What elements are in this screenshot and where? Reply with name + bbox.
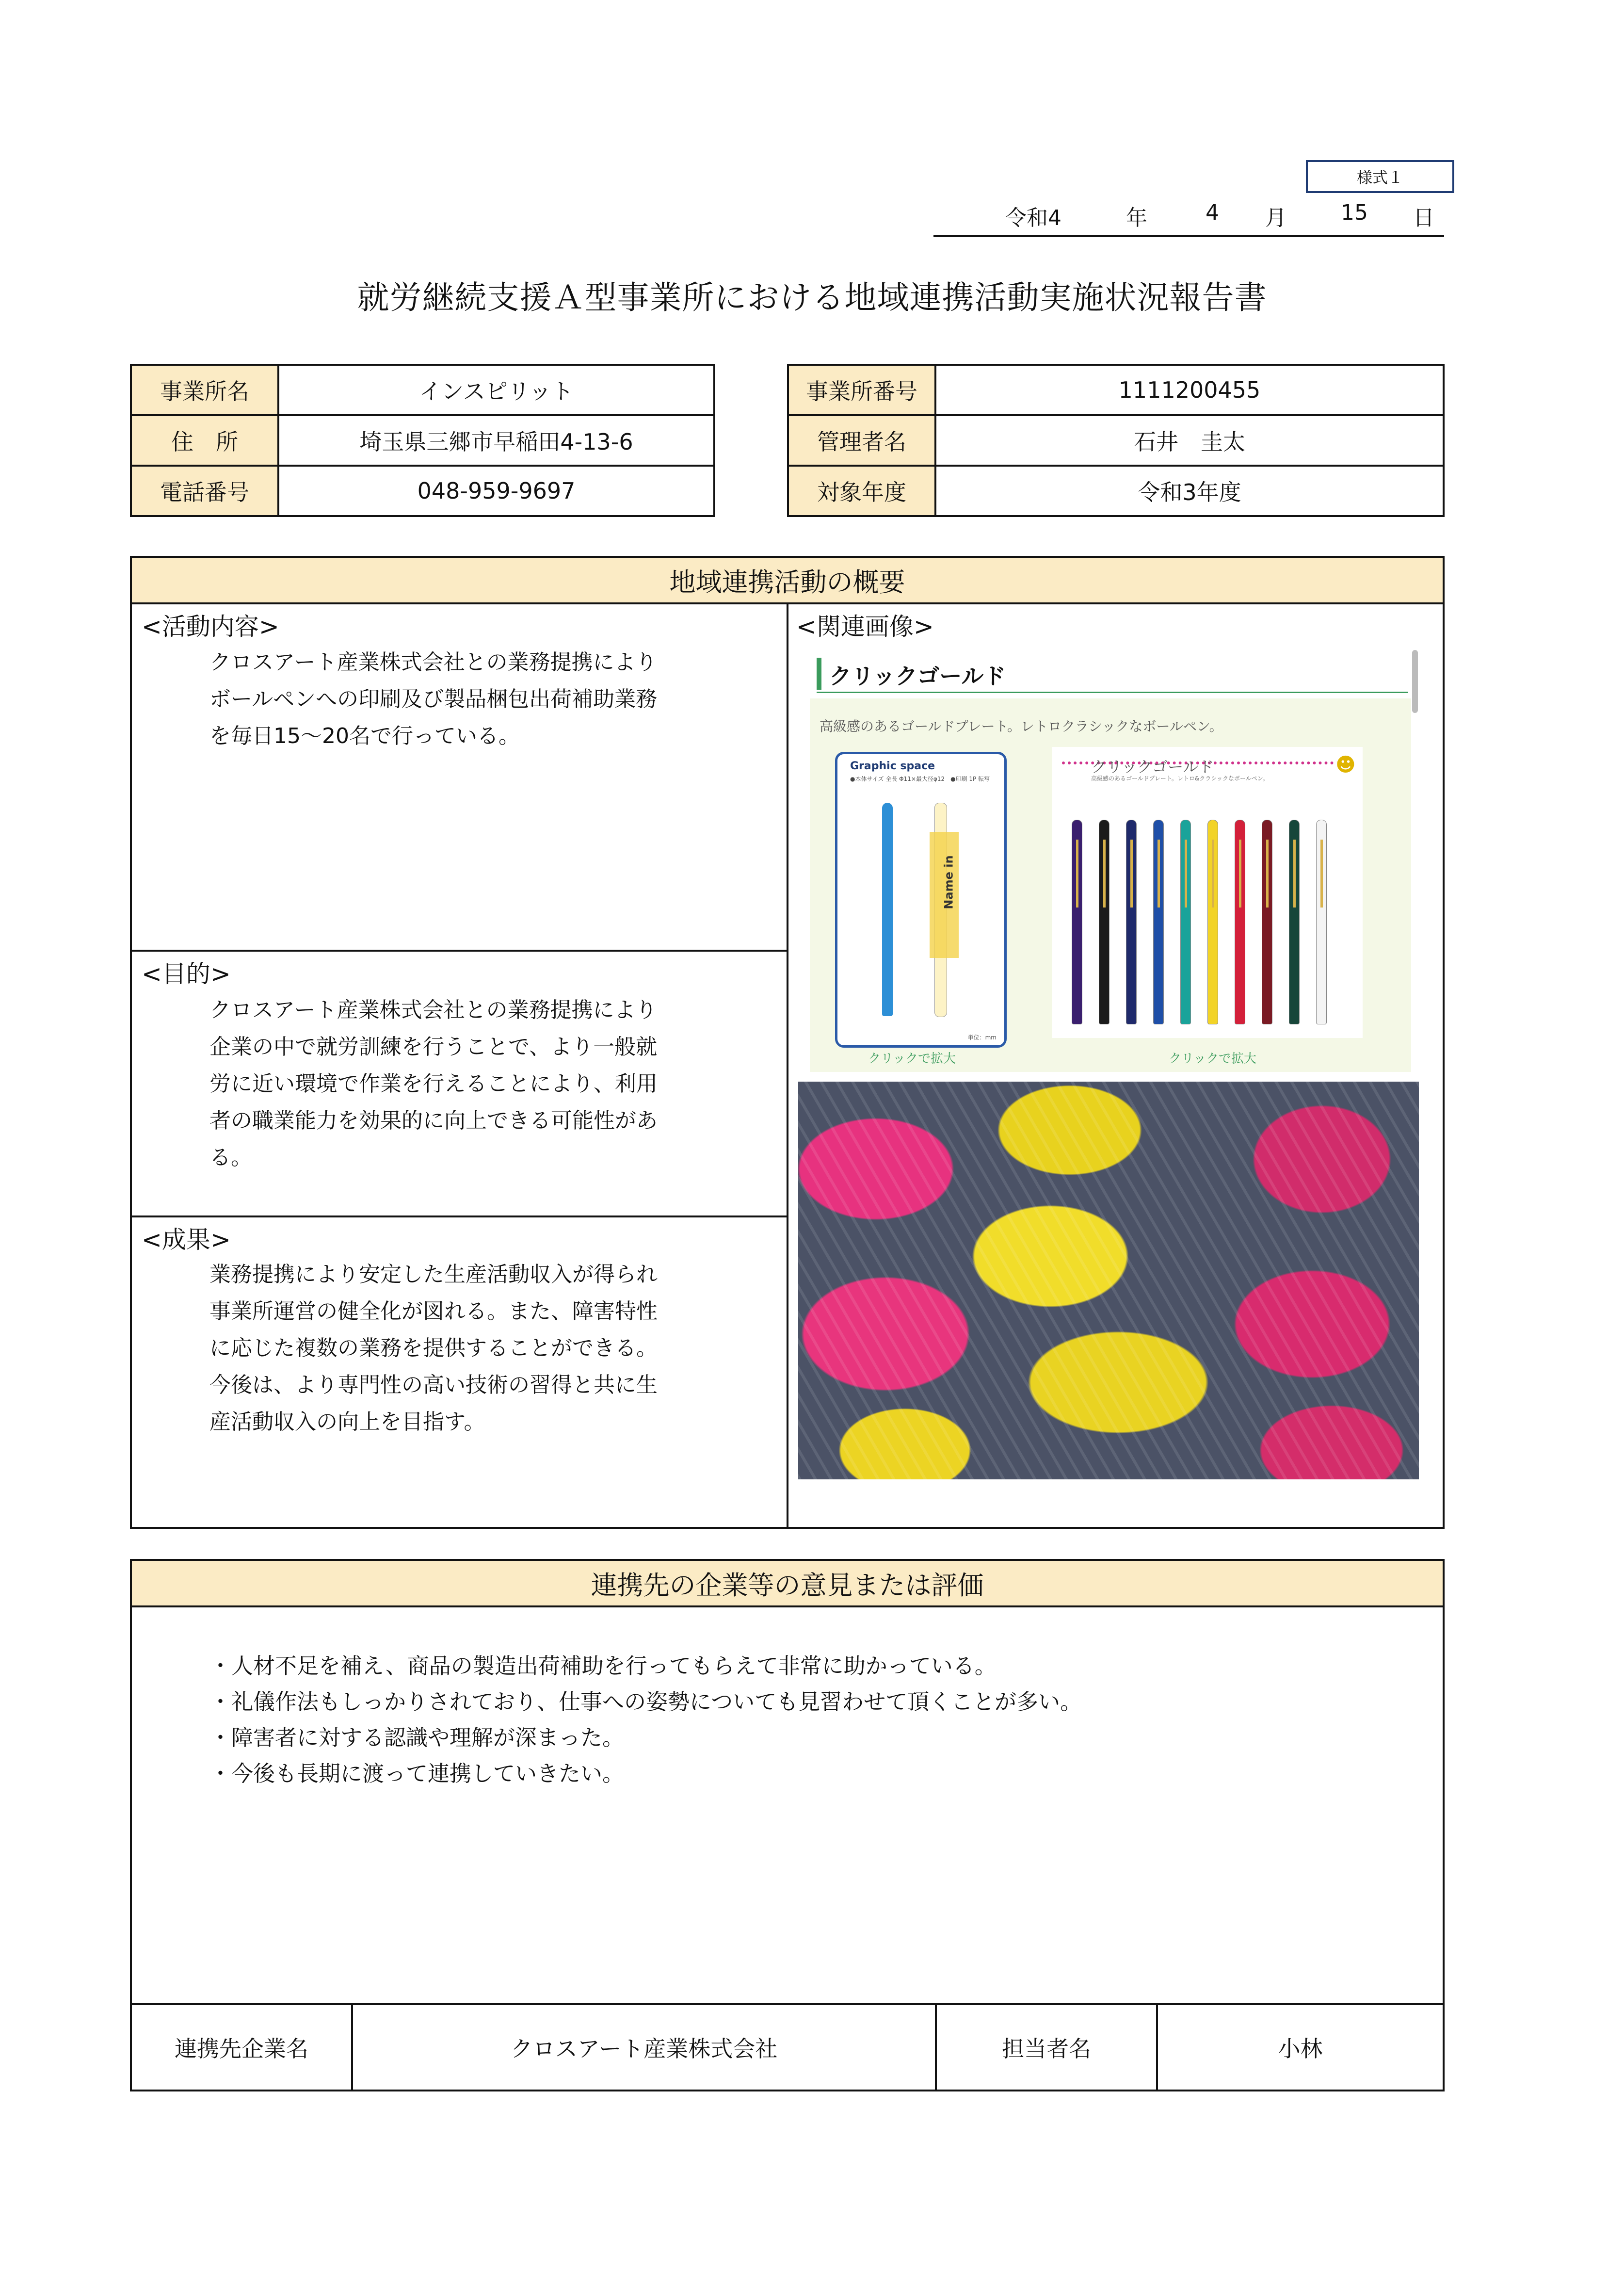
- lineup-tagline: 高級感のあるゴールドプレート。レトロ&クラシックなボールペン。: [1091, 775, 1269, 782]
- pen-swatch: [1207, 820, 1218, 1024]
- pen-clip: [1130, 840, 1133, 908]
- activity-text: クロスアート産業株式会社との業務提携により ボールペンへの印刷及び製品梱包出荷補助業務 を毎日15〜20名で行っている。: [209, 650, 658, 748]
- blue-pen-image: [882, 803, 893, 1016]
- pen-clip: [1076, 840, 1078, 908]
- date-year-unit: 年: [1126, 206, 1147, 230]
- pen-swatch: [1126, 820, 1137, 1024]
- office-name-value: インスピリット: [278, 365, 714, 415]
- images-title: <関連画像>: [796, 613, 934, 641]
- pen-clip: [1158, 840, 1160, 908]
- result-title: <成果>: [142, 1226, 231, 1254]
- pen-swatch: [1316, 820, 1327, 1024]
- date-era-year: 令和4: [1005, 206, 1061, 230]
- opinion-bullets: [209, 1648, 1082, 1792]
- lineup-title: クリックゴールド: [1091, 758, 1214, 776]
- pen-clip: [1320, 840, 1323, 908]
- partner-table: [130, 2003, 1445, 2091]
- office-name-label: 事業所名: [131, 365, 278, 415]
- plastic-wrap-texture: [798, 1082, 1419, 1479]
- manager-label: 管理者名: [788, 415, 935, 466]
- pen-swatch: [1289, 820, 1300, 1024]
- address-label: 住 所: [131, 415, 278, 466]
- graphic-space-label: Graphic space: [850, 760, 935, 772]
- report-date: [933, 192, 1444, 237]
- opinion-header: 連携先の企業等の意見または評価: [132, 1561, 1443, 1607]
- date-day-unit: 日: [1413, 206, 1434, 230]
- partner-value: クロスアート産業株式会社: [352, 2004, 936, 2091]
- graphic-space-note: ●本体サイズ 全長 Φ11×最大径φ12 ●印刷 1P 転写: [850, 776, 990, 782]
- activity-title: <活動内容>: [142, 613, 279, 641]
- office-number-label: 事業所番号: [788, 365, 935, 415]
- pen-clip: [1103, 840, 1106, 908]
- office-id-table: [787, 364, 1445, 517]
- office-number-value: 1111200455: [935, 365, 1444, 415]
- phone-label: 電話番号: [131, 466, 278, 516]
- pen-clip: [1185, 840, 1187, 908]
- enlarge-link-right[interactable]: クリックで拡大: [1169, 1052, 1256, 1066]
- packaged-pens-photo: [798, 1082, 1419, 1479]
- overview-section: [130, 556, 1445, 1529]
- purpose-title: <目的>: [142, 960, 231, 988]
- pen-clip: [1239, 840, 1241, 908]
- unit-label: 単位：mm: [967, 1034, 997, 1041]
- pen-swatch: [1072, 820, 1082, 1024]
- pen-clip: [1266, 840, 1269, 908]
- pen-swatch: [1262, 820, 1272, 1024]
- column-divider: [787, 602, 788, 1529]
- pen-clip: [1212, 840, 1214, 908]
- name-in-label: Name in: [942, 855, 956, 909]
- manager-value: 石井 圭太: [935, 415, 1444, 466]
- product-tagline: 高級感のあるゴールドプレート。レトロクラシックなボールペン。: [820, 718, 1223, 734]
- fiscal-year-value: 令和3年度: [935, 466, 1444, 516]
- mascot-icon: ☻: [1335, 754, 1356, 776]
- opinion-bullet: ・今後も長期に渡って連携していきたい。: [209, 1761, 625, 1786]
- purpose-text: クロスアート産業株式会社との業務提携により 企業の中で就労訓練を行うことで、より一般就 労に近い環境で作業を行えることにより、利用 者の職業能力を効果的に向上できる可能性があ る。: [209, 998, 658, 1170]
- address-value: 埼玉県三郷市早稲田4-13-6: [278, 415, 714, 466]
- pen-swatch: [1099, 820, 1109, 1024]
- heading-accent-bar: [817, 658, 821, 690]
- phone-value: 048-959-9697: [278, 466, 714, 516]
- date-month: 4: [1206, 200, 1219, 225]
- result-text: 業務提携により安定した生産活動収入が得られ 事業所運営の健全化が図れる。また、障害特性 に応じた複数の業務を提供することができる。 今後は、より専門性の高い技術の習得と共に生 産活動収入の向上を目指す。: [209, 1262, 658, 1434]
- pen-clip: [1293, 840, 1296, 908]
- partner-label: 連携先企業名: [131, 2004, 352, 2091]
- opinion-bullet: ・障害者に対する認識や理解が深まった。: [209, 1725, 625, 1750]
- contact-value: 小林: [1157, 2004, 1444, 2091]
- overview-header: 地域連携活動の概要: [132, 558, 1443, 604]
- date-day: 15: [1341, 200, 1368, 225]
- graphic-space-card[interactable]: [835, 752, 1007, 1048]
- product-heading: クリックゴールド: [829, 663, 1006, 689]
- form-number-label: 様式１: [1306, 160, 1454, 193]
- office-info-table: [130, 364, 715, 517]
- date-month-unit: 月: [1265, 206, 1286, 230]
- product-panel: [810, 698, 1411, 1072]
- divider: [132, 950, 787, 952]
- fiscal-year-label: 対象年度: [788, 466, 935, 516]
- heading-underline: [817, 692, 1408, 693]
- divider: [132, 1216, 787, 1217]
- opinion-bullet: ・人材不足を補え、商品の製造出荷補助を行ってもらえて非常に助かっている。: [209, 1653, 997, 1679]
- scrollbar[interactable]: [1412, 650, 1418, 713]
- contact-label: 担当者名: [936, 2004, 1157, 2091]
- pen-swatch: [1153, 820, 1164, 1024]
- opinion-bullet: ・礼儀作法もしっかりされており、仕事への姿勢についても見習わせて頂くことが多い。: [209, 1689, 1082, 1715]
- pen-swatch: [1235, 820, 1245, 1024]
- pen-swatch: [1180, 820, 1191, 1024]
- page-title: 就労継続支援Ａ型事業所における地域連携活動実施状況報告書: [357, 279, 1267, 316]
- product-screenshot: [810, 650, 1419, 1072]
- color-lineup-image[interactable]: [1052, 747, 1363, 1038]
- enlarge-link-left[interactable]: クリックで拡大: [868, 1052, 956, 1066]
